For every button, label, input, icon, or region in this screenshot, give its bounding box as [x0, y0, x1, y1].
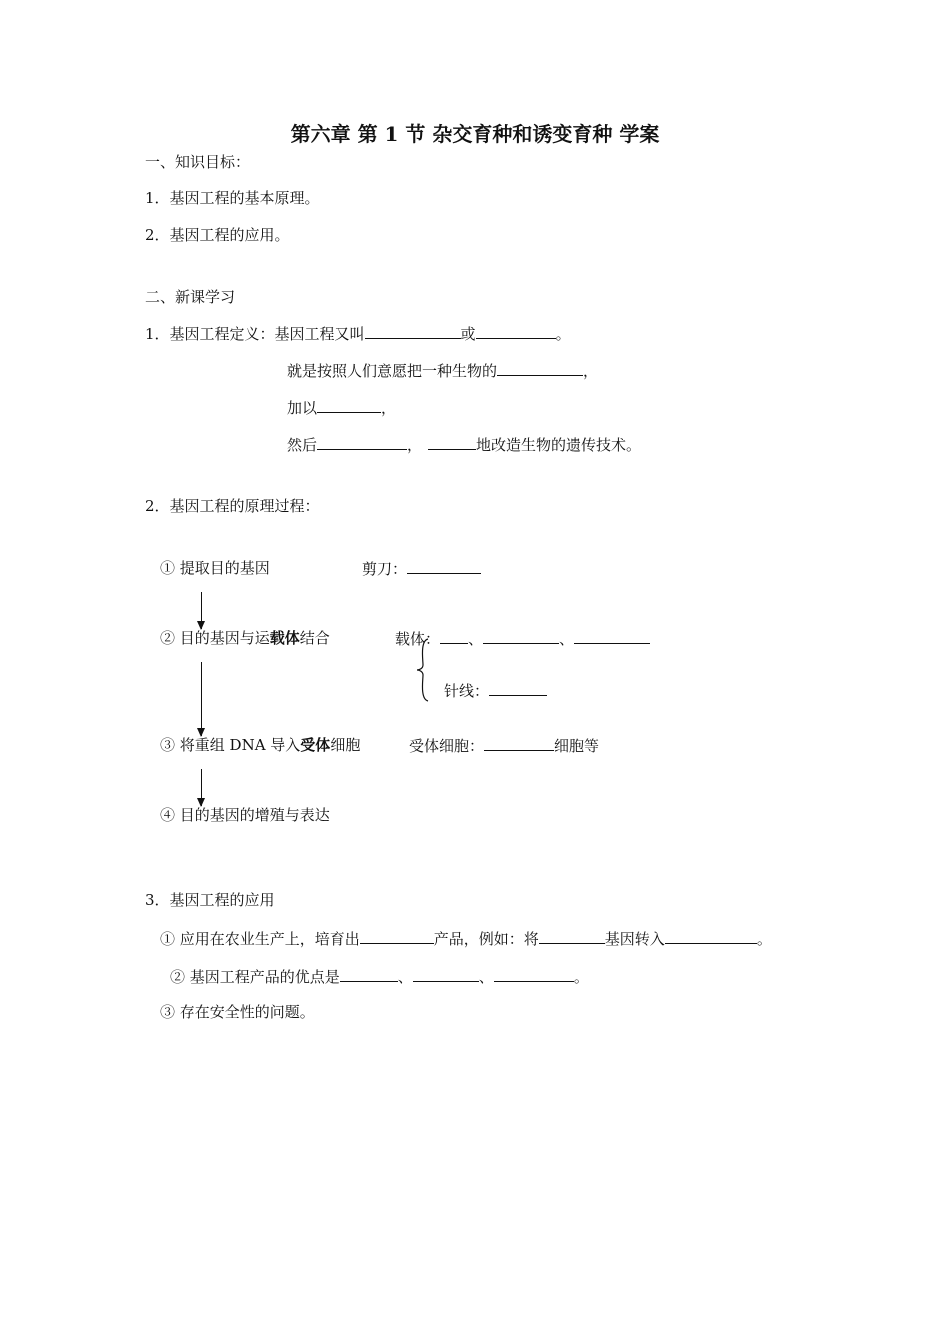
blank-product[interactable]	[360, 928, 434, 944]
step-3-bold: 受体	[300, 736, 331, 754]
application-2-a: ② 基因工程产品的优点是	[170, 968, 340, 986]
blank-gene-source[interactable]	[497, 360, 583, 376]
step-3-pre: ③ 将重组 DNA 导入	[160, 736, 301, 754]
receptor-end: 细胞等	[554, 737, 600, 755]
step-2-post: 结合	[299, 629, 330, 647]
arrow-down-icon	[201, 769, 202, 806]
vector-sep-2: 、	[559, 630, 575, 648]
definition-l4-end: 地改造生物的遗传技术。	[476, 436, 642, 454]
definition-line-4	[287, 434, 641, 455]
arrow-down-icon	[201, 592, 202, 629]
application-2	[170, 966, 589, 987]
application-3: ③ 存在安全性的问题。	[160, 1003, 315, 1021]
blank-vector-2[interactable]	[483, 628, 559, 644]
definition-line-1	[145, 323, 571, 344]
application-2-sep-1: 、	[397, 968, 413, 986]
objective-2: 2．基因工程的应用。	[145, 226, 290, 244]
step-2-bold: 载体	[269, 629, 300, 647]
blank-alias-1[interactable]	[365, 323, 461, 339]
blank-modify[interactable]	[317, 397, 381, 413]
definition-l4: 然后	[287, 436, 318, 454]
scissors-line	[362, 558, 481, 579]
blank-transfer[interactable]	[317, 434, 407, 450]
brace-icon	[414, 638, 438, 702]
blank-alias-2[interactable]	[476, 323, 556, 339]
application-1-c: 基因转入	[604, 930, 665, 948]
definition-lead: 1．基因工程定义：基因工程又叫	[145, 325, 365, 343]
blank-vector-1[interactable]	[440, 628, 468, 644]
page-title: 第六章 第 1 节 杂交育种和诱变育种 学案	[290, 122, 660, 146]
objective-1: 1．基因工程的基本原理。	[145, 189, 320, 207]
blank-target[interactable]	[665, 928, 757, 944]
vector-label: 载体：	[395, 630, 441, 648]
needle-label: 针线：	[444, 682, 490, 700]
blank-directional[interactable]	[428, 434, 476, 450]
blank-needle[interactable]	[489, 680, 547, 696]
blank-scissors[interactable]	[407, 558, 481, 574]
definition-l2-end: ，	[583, 362, 599, 380]
blank-gene[interactable]	[539, 928, 605, 944]
needle-line	[444, 680, 547, 701]
process-heading: 2．基因工程的原理过程：	[145, 497, 320, 515]
step-3	[160, 735, 360, 755]
vector-sep-1: 、	[468, 630, 484, 648]
step-3-post: 细胞	[330, 736, 361, 754]
blank-receptor[interactable]	[484, 735, 554, 751]
definition-or: 或	[460, 325, 476, 343]
step-2	[160, 628, 330, 648]
scissors-label: 剪刀：	[362, 560, 408, 578]
step-1: ① 提取目的基因	[160, 559, 270, 577]
application-1-d: 。	[756, 930, 772, 948]
application-2-end: 。	[573, 968, 589, 986]
application-1	[160, 928, 772, 949]
blank-advantage-3[interactable]	[494, 966, 574, 982]
application-1-a: ① 应用在农业生产上，培育出	[160, 930, 360, 948]
definition-line-2	[287, 360, 598, 381]
arrow-down-icon	[201, 662, 202, 736]
definition-line-3	[287, 397, 396, 418]
blank-advantage-1[interactable]	[340, 966, 398, 982]
step-2-pre: ② 目的基因与运	[160, 629, 270, 647]
blank-advantage-2[interactable]	[413, 966, 479, 982]
receptor-line	[409, 735, 599, 756]
definition-l4-mid: ，	[407, 436, 423, 454]
definition-end: 。	[555, 325, 571, 343]
definition-l3-end: ，	[381, 399, 397, 417]
section-2-heading: 二、新课学习	[145, 288, 236, 306]
definition-l2: 就是按照人们意愿把一种生物的	[287, 362, 498, 380]
blank-vector-3[interactable]	[574, 628, 650, 644]
section-3-heading: 3．基因工程的应用	[145, 891, 275, 909]
step-4: ④ 目的基因的增殖与表达	[160, 806, 330, 824]
receptor-label: 受体细胞：	[409, 737, 485, 755]
section-1-heading: 一、知识目标：	[145, 153, 251, 171]
definition-l3: 加以	[287, 399, 318, 417]
application-2-sep-2: 、	[478, 968, 494, 986]
application-1-b: 产品，例如：将	[433, 930, 539, 948]
